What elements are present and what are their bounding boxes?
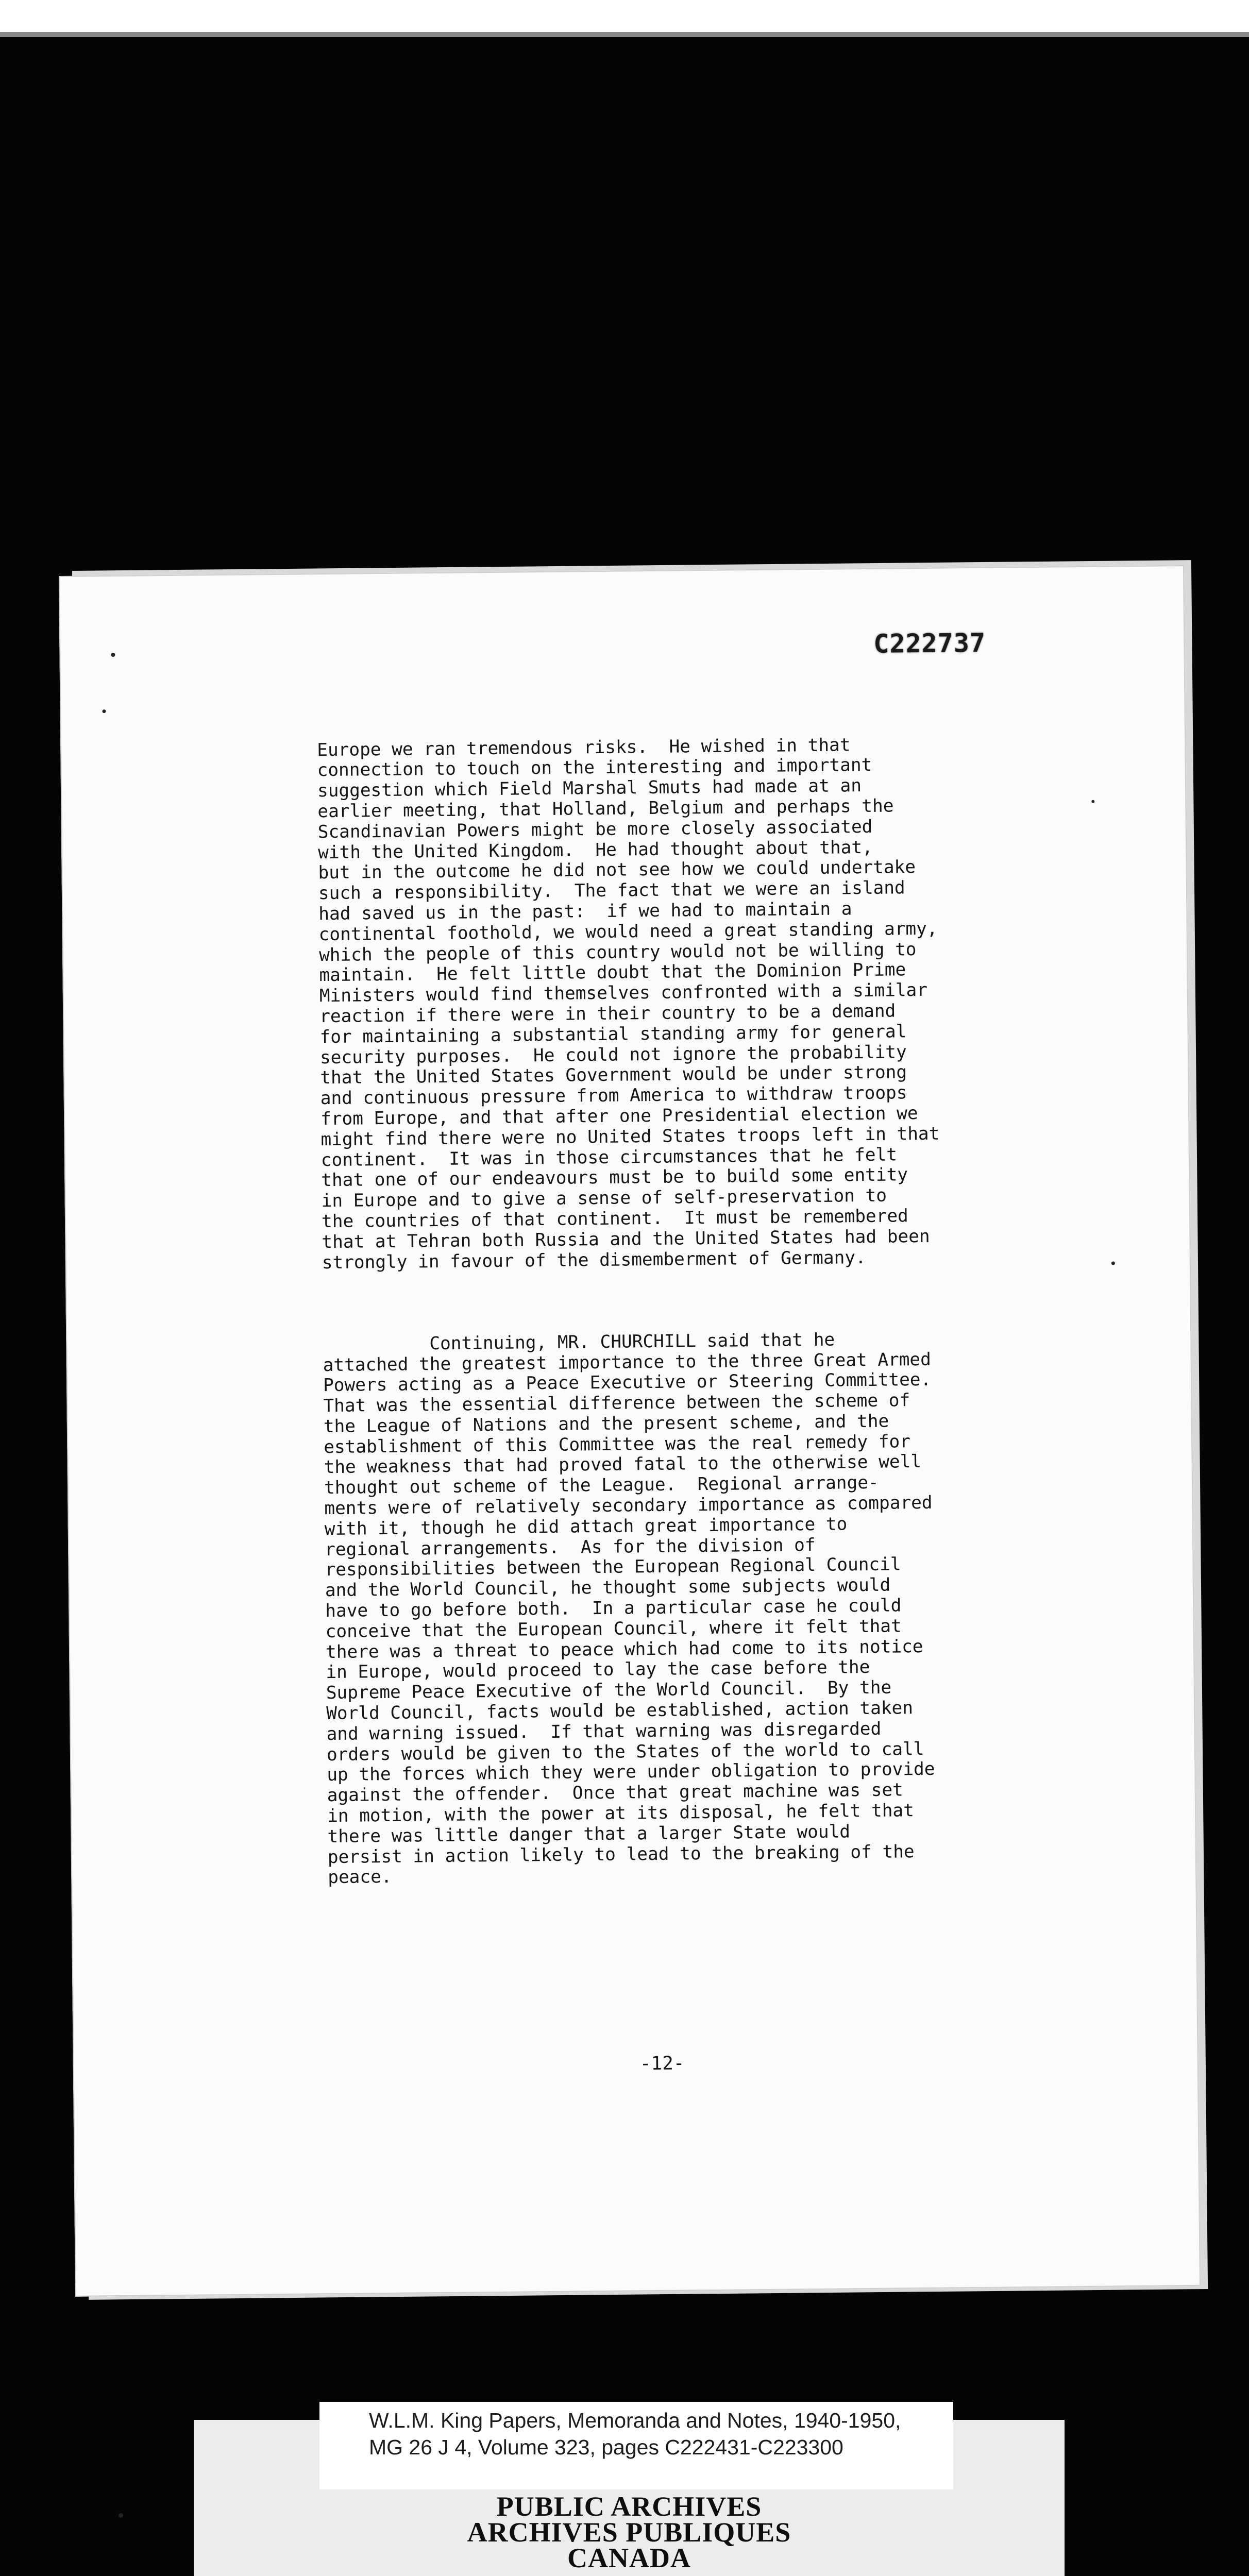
paragraph-1: Europe we ran tremendous risks. He wished in that connection to touch on the interesting and important suggestion which Field Marshal Smuts had made at an earlier meeting, that Holland, Belgium and perhaps the Scandinavian Powers might be more closely associated with the United Kingdom. He had thought about that, but in the outcome he did not see how we could undertake such a responsibility. The fact that we were an island had saved us in the past: if we had to maintain a continental foothold, we would need a great standing army, which the people of this country would not be willing to maintain. He felt little doubt that the Dominion Prime Ministers would find themselves confronted with a similar reaction if there were in their country to be a demand for maintaining a substantial standing army for general security purposes. He could not ignore the probability that the United States Government would be under strong and continuous pressure from America to withdraw troops from Europe, and that after one Presidential election we might find there were no United States troops left in that continent. It was in those circumstances that he felt that one of our endeavours must be to build some entity in Europe and to give a sense of self-preservation to the countries of that continent. It must be remembered that at Tehran both Russia and the United States had been strongly in favour of the dismemberment of Germany. — [317, 734, 940, 1273]
document-page — [59, 565, 1201, 2297]
top-film-edge — [0, 0, 1249, 34]
archives-stamp — [194, 2491, 1065, 2573]
dust-speck — [111, 653, 115, 657]
dust-speck — [1091, 800, 1094, 803]
stamp-line-1: PUBLIC ARCHIVES — [496, 2491, 762, 2522]
dust-speck — [1111, 1261, 1115, 1265]
stamp-line-3: CANADA — [567, 2543, 691, 2573]
citation-line-1: W.L.M. King Papers, Memoranda and Notes, 1940-1950, — [369, 2409, 901, 2432]
page-number: -12- — [639, 2053, 685, 2075]
document-number-stamp: C222737 — [873, 628, 986, 659]
stamp-line-2: ARCHIVES PUBLIQUES — [467, 2517, 791, 2548]
top-film-border — [0, 32, 1249, 37]
citation-text — [369, 2407, 941, 2461]
paragraph-2: Continuing, MR. CHURCHILL said that he attached the greatest importance to the three Great Armed Powers acting as a Peace Executive or Steering Committee. That was the essential difference between the scheme of the League of Nations and the present scheme, and the establishment of this Committee was the real remedy for the weakness that had proved fatal to the otherwise well thought out scheme of the League. Regional arrange- ments were of relatively secondary importance as compared with it, though he did attach great importance to regional arrangements. As for the division of responsibilities between the European Regional Council and the World Council, he thought some subjects would have to go before both. In a particular case he could conceive that the European Council, where it felt that there was a threat to peace which had come to its notice in Europe, would proceed to lay the case before the Supreme Peace Executive of the World Council. By the World Council, facts would be established, action taken and warning issued. If that warning was disregarded orders would be given to the States of the world to call up the forces which they were under obligation to provide against the offender. Once that great machine was set in motion, with the power at its disposal, he felt that there was little danger that a larger State would persist in action likely to lead to the breaking of the peace. — [323, 1329, 935, 1888]
memo-body — [316, 692, 1096, 1929]
citation-line-2: MG 26 J 4, Volume 323, pages C222431-C223300 — [369, 2435, 843, 2459]
dust-speck — [102, 709, 106, 713]
dust-speck — [119, 2513, 123, 2518]
